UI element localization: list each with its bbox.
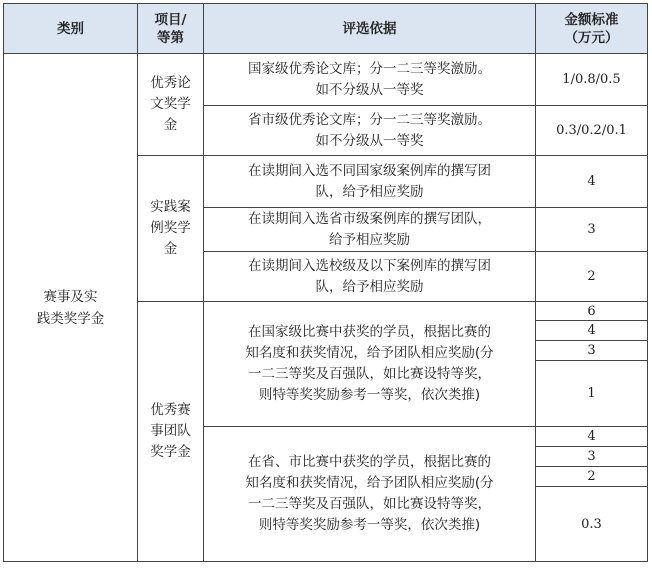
- amount-cell: 6: [536, 302, 648, 321]
- criteria-cell: 在读期间入选校级及以下案例库的撰写团 队，给予相应奖励: [204, 252, 536, 302]
- criteria-cell: 在读期间入选不同国家级案例库的撰写团 队，给予相应奖励: [204, 156, 536, 208]
- amount-cell: 1: [536, 361, 648, 427]
- header-project: 项目/ 等第: [138, 4, 204, 54]
- amount-cell: 0.3: [536, 487, 648, 562]
- amount-cell: 0.3/0.2/0.1: [536, 106, 648, 156]
- amount-cell: 3: [536, 447, 648, 467]
- amount-cell: 4: [536, 427, 648, 447]
- scholarship-table: [3, 3, 648, 562]
- amount-cell: 4: [536, 321, 648, 341]
- criteria-cell: 在读期间入选省市级案例库的撰写团队， 给予相应奖励: [204, 208, 536, 252]
- criteria-cell: 省市级优秀论文库；分一二三等奖激励。 如不分级从一等奖: [204, 106, 536, 156]
- header-row: [4, 4, 648, 54]
- amount-cell: 3: [536, 208, 648, 252]
- table-row: [4, 54, 648, 106]
- criteria-cell: 在国家级比赛中获奖的学员，根据比赛的 知名度和获奖情况，给予团队相应奖励(分 一二三等奖及百强队，如比赛设特等奖， 则特等奖奖励参考一等奖，依次类推): [204, 302, 536, 427]
- header-category: 类别: [4, 4, 138, 54]
- project-cell: 优秀赛 事团队 奖学金: [138, 302, 204, 562]
- criteria-cell: 国家级优秀论文库；分一二三等奖激励。 如不分级从一等奖: [204, 54, 536, 106]
- criteria-cell: 在省、市比赛中获奖的学员，根据比赛的 知名度和获奖情况，给予团队相应奖励(分 一二三等奖及百强队，如比赛设特等奖， 则特等奖奖励参考一等奖，依次类推): [204, 427, 536, 562]
- category-cell: 赛事及实 践类奖学金: [4, 54, 138, 562]
- amount-cell: 3: [536, 341, 648, 361]
- header-criteria: 评选依据: [204, 4, 536, 54]
- amount-cell: 4: [536, 156, 648, 208]
- header-amount: 金额标准 （万元）: [536, 4, 648, 54]
- amount-cell: 2: [536, 252, 648, 302]
- project-cell: 实践案 例奖学 金: [138, 156, 204, 302]
- amount-cell: 1/0.8/0.5: [536, 54, 648, 106]
- amount-cell: 2: [536, 467, 648, 487]
- project-cell: 优秀论 文奖学 金: [138, 54, 204, 156]
